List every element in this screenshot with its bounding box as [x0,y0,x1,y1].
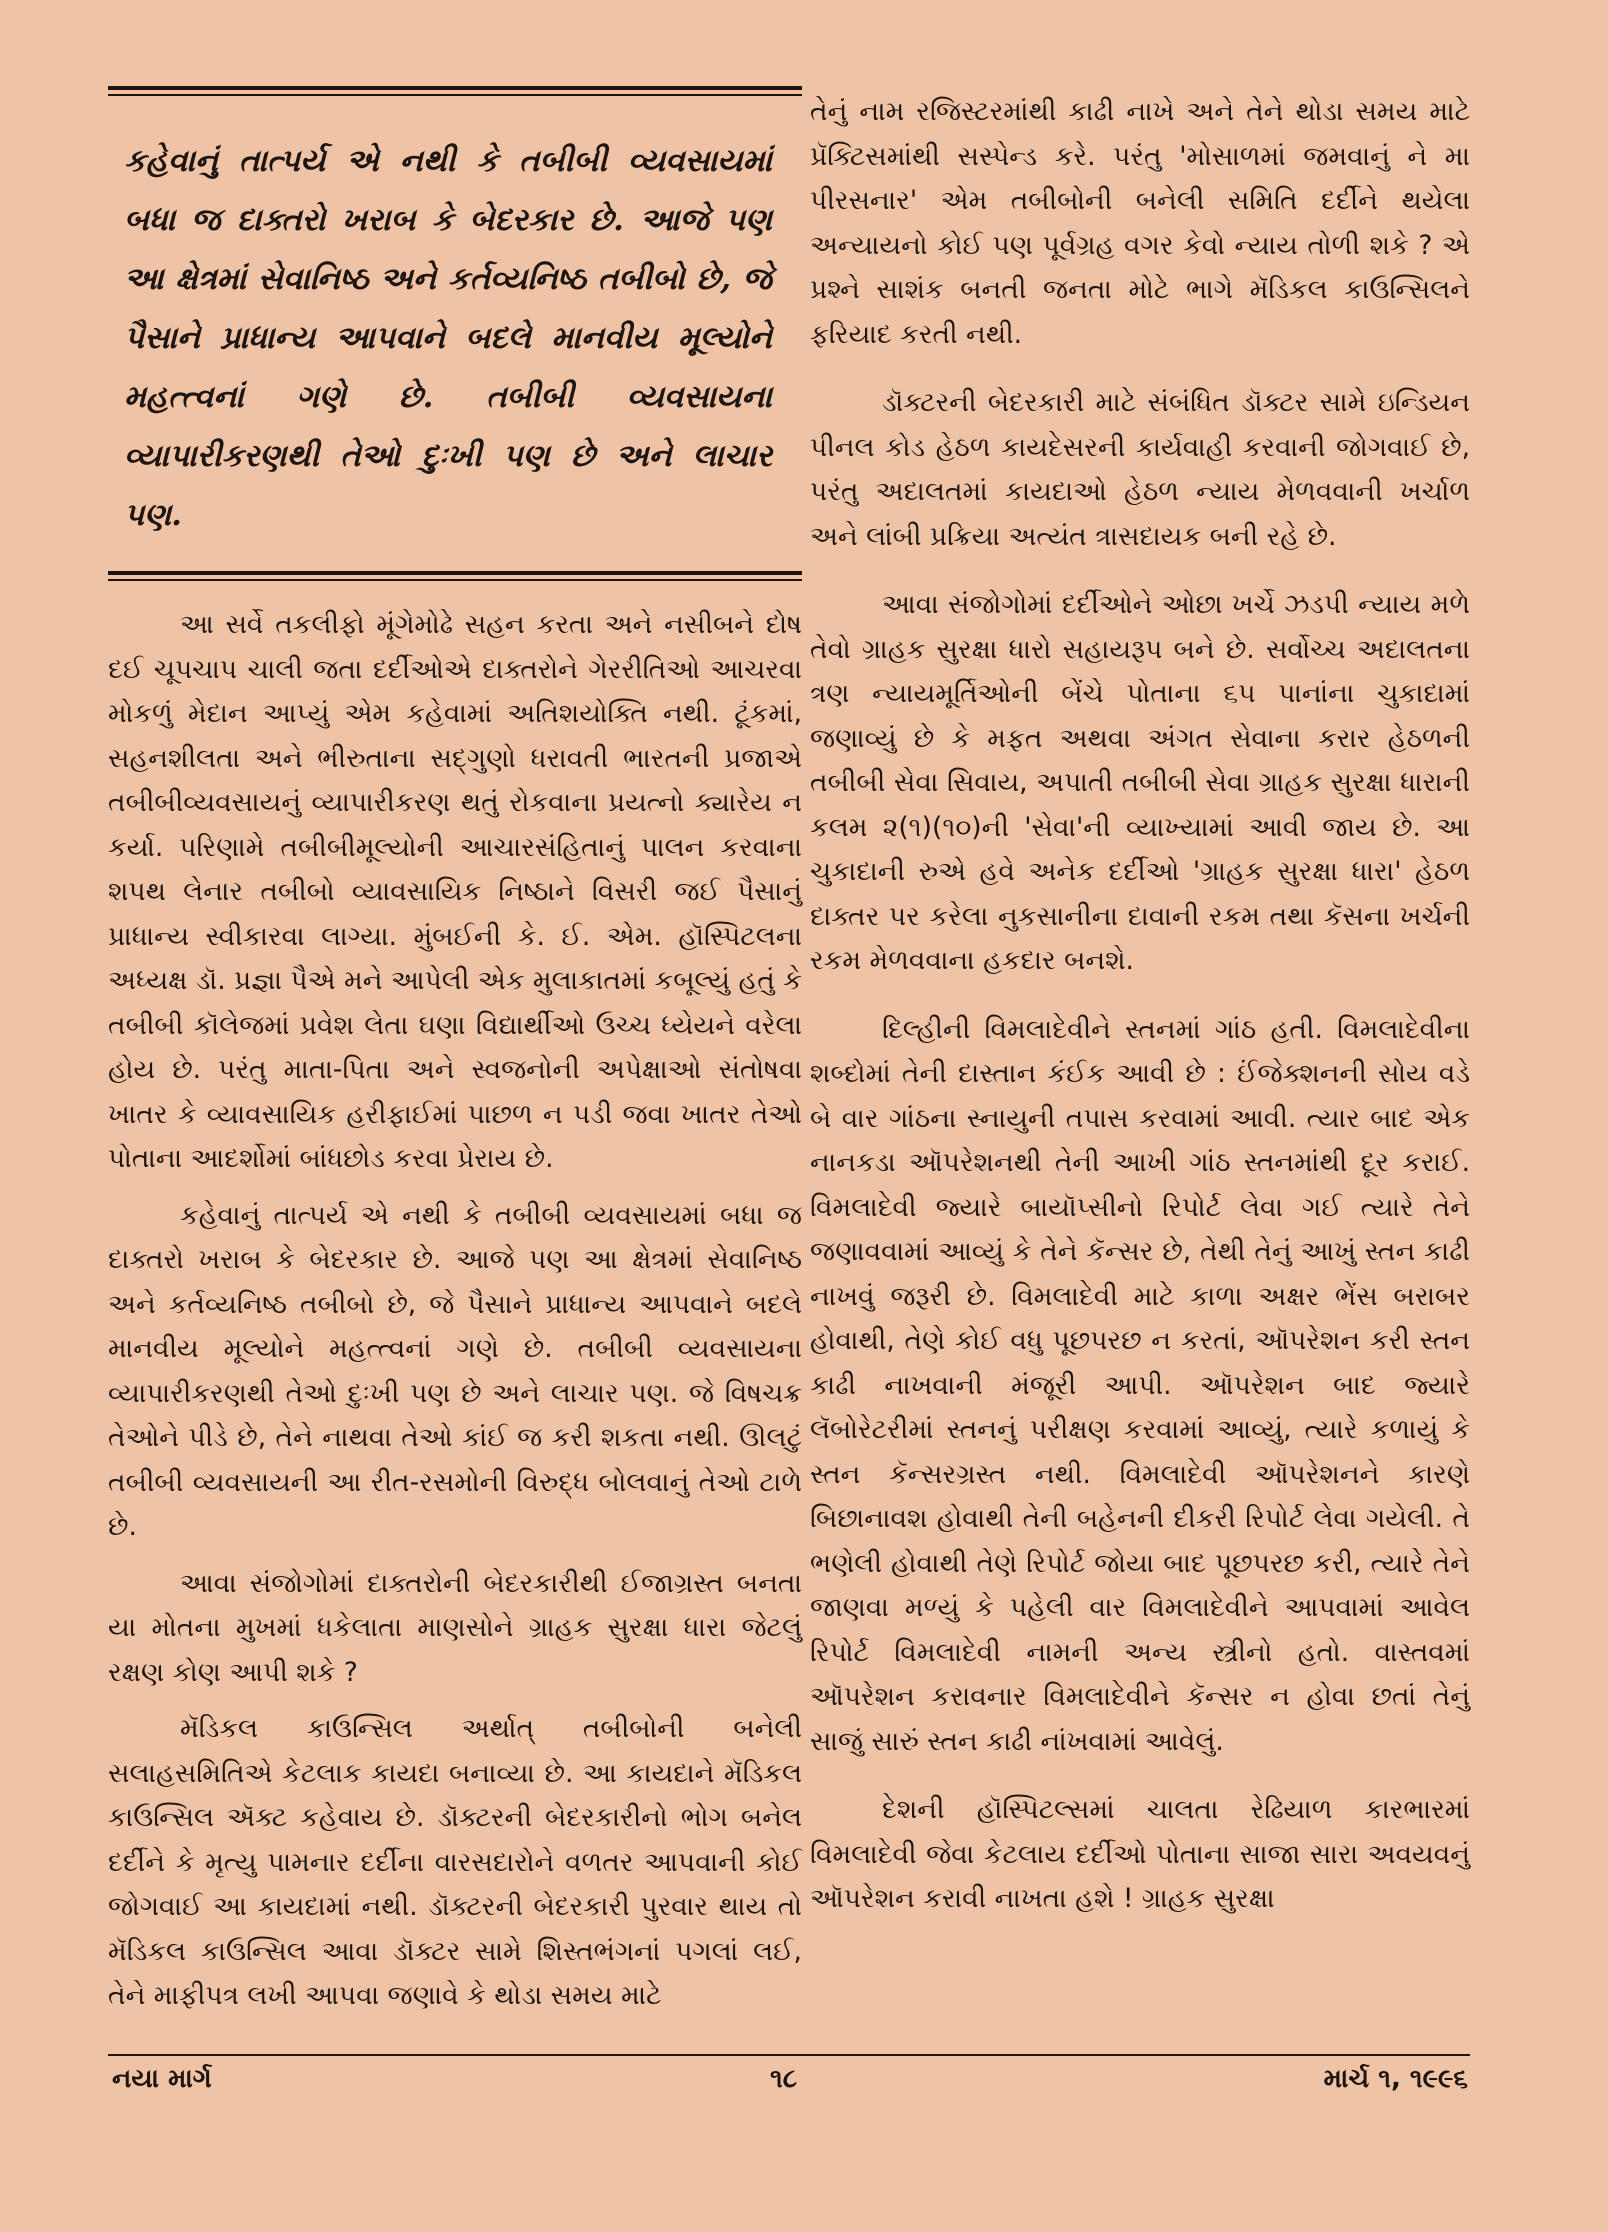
left-paragraph-1: આ સર્વે તકલીફો મૂંગેમોઢે સહન કરતા અને નસીબને દોષ દઈ ચૂપચાપ ચાલી જતા દર્દીઓએ દાક્તરોને ગેરરીતિઓ આચરવા મોકળું મેદાન આપ્યું એમ કહેવામાં અતિશયોક્તિ નથી. ટૂંકમાં, સહનશીલતા અને ભીરુતાના સદ્‌ગુણો ધરાવતી ભારતની પ્રજાએ તબીબીવ્યવસાયનું વ્યાપારીકરણ થતું રોકવાના પ્રયત્નો ક્યારેય ન કર્યા. પરિણામે તબીબીમૂલ્યોની આચારસંહિતાનું પાલન કરવાના શપથ લેનાર તબીબો વ્યાવસાયિક નિષ્ઠાને વિસરી જઈ પૈસાનું પ્રાધાન્ય સ્વીકારવા લાગ્યા. મુંબઈની કે. ઈ. એમ. હૉસ્પિટલના અધ્યક્ષ ડૉ. પ્રજ્ઞા પૈએ મને આપેલી એક મુલાકાતમાં કબૂલ્યું હતું કે તબીબી કૉલેજમાં પ્રવેશ લેતા ઘણા વિદ્યાર્થીઓ ઉચ્ચ ધ્યેયને વરેલા હોય છે. પરંતુ માતા-પિતા અને સ્વજનોની અપેક્ષાઓ સંતોષવા ખાતર કે વ્યાવસાયિક હરીફાઈમાં પાછળ ન પડી જવા ખાતર તેઓ પોતાના આદર્શોમાં બાંધછોડ કરવા પ્રેરાય છે. [108,609,802,1174]
right-paragraph-2: ડૉક્ટરની બેદરકારી માટે સંબંધિત ડૉક્ટર સામે ઇન્ડિયન પીનલ કોડ હેઠળ કાયદેસરની કાર્યવાહી કરવાની જોગવાઈ છે, પરંતુ અદાલતમાં કાયદાઓ હેઠળ ન્યાય મેળવવાની ખર્ચાળ અને લાંબી પ્રક્રિયા અત્યંત ત્રાસદાયક બની રહે છે. [810,387,1470,552]
pullquote-bottom-rule [108,571,802,581]
right-column [810,90,1470,1922]
left-paragraph-2: કહેવાનું તાત્પર્ય એ નથી કે તબીબી વ્યવસાયમાં બધા જ દાક્તરો ખરાબ કે બેદરકાર છે. આજે પણ આ ક્ષેત્રમાં સેવાનિષ્ઠ અને કર્તવ્યનિષ્ઠ તબીબો છે, જે પૈસાને પ્રાધાન્ય આપવાને બદલે માનવીય મૂલ્યોને મહત્ત્વનાં ગણે છે. તબીબી વ્યવસાયના વ્યાપારીકરણથી તેઓ દુઃખી પણ છે અને લાચાર પણ. જે વિષચક્ર તેઓને પીડે છે, તેને નાથવા તેઓ કાંઈ જ કરી શકતા નથી. ઊલટું તબીબી વ્યવસાયની આ રીત-રસમોની વિરુદ્ધ બોલવાનું તેઓ ટાળે છે. [108,1199,802,1542]
pullquote-top-rule [108,86,802,96]
right-paragraph-3: આવા સંજોગોમાં દર્દીઓને ઓછા ખર્ચે ઝડપી ન્યાય મળે તેવો ગ્રાહક સુરક્ષા ધારો સહાયરૂપ બને છે. સર્વોચ્ચ અદાલતના ત્રણ ન્યાયમૂર્તિઓની બેંચે પોતાના ૬૫ પાનાંના ચુકાદામાં જણાવ્યું છે કે મફત અથવા અંગત સેવાના કરાર હેઠળની તબીબી સેવા સિવાય, અપાતી તબીબી સેવા ગ્રાહક સુરક્ષા ધારાની કલમ ૨(૧)(૧૦)ની 'સેવા'ની વ્યાખ્યામાં આવી જાય છે. આ ચુકાદાની રુએ હવે અનેક દર્દીઓ 'ગ્રાહક સુરક્ષા ધારા' હેઠળ દાક્તર પર કરેલા નુકસાનીના દાવાની રકમ તથા કૅસના ખર્ચની રકમ મેળવવાના હકદાર બનશે. [810,589,1470,976]
left-paragraph-3: આવા સંજોગોમાં દાક્તરોની બેદરકારીથી ઈજાગ્રસ્ત બનતા યા મોતના મુખમાં ધકેલાતા માણસોને ગ્રાહક સુરક્ષા ધારા જેટલું રક્ષણ કોણ આપી શકે ? [108,1567,802,1688]
left-paragraph-4: મૅડિકલ કાઉન્સિલ અર્થાત્ તબીબોની બનેલી સલાહસમિતિએ કેટલાક કાયદા બનાવ્યા છે. આ કાયદાને મૅડિકલ કાઉન્સિલ ઍક્ટ કહેવાય છે. ડૉક્ટરની બેદરકારીનો ભોગ બનેલ દર્દીને કે મૃત્યુ પામનાર દર્દીના વારસદારોને વળતર આપવાની કોઈ જોગવાઈ આ કાયદામાં નથી. ડૉક્ટરની બેદરકારી પુરવાર થાય તો મૅડિકલ કાઉન્સિલ આવા ડૉક્ટર સામે શિસ્તભંગનાં પગલાં લઈ, તેને માફીપત્ર લખી આપવા જણાવે કે થોડા સમય માટે [108,1713,802,2011]
right-paragraph-1: તેનું નામ રજિસ્ટરમાંથી કાઢી નાખે અને તેને થોડા સમય માટે પ્રૅક્ટિસમાંથી સસ્પેન્ડ કરે. પરંતુ 'મોસાળમાં જમવાનું ને મા પીરસનાર' એમ તબીબોની બનેલી સમિતિ દર્દીને થયેલા અન્યાયનો કોઈ પણ પૂર્વગ્રહ વગર કેવો ન્યાય તોળી શકે ? એ પ્રશ્ને સાશંક બનતી જનતા મોટે ભાગે મૅડિકલ કાઉન્સિલને ફરિયાદ કરતી નથી. [810,96,1470,350]
footer-date: માર્ચ ૧, ૧૯૯૬ [1323,2064,1468,2094]
footer-page-number: ૧૮ [770,2064,798,2094]
right-paragraph-4: દિલ્હીની વિમલાદેવીને સ્તનમાં ગાંઠ હતી. વિમલાદેવીના શબ્દોમાં તેની દાસ્તાન કંઈક આવી છે : ઈંજેક્શનની સોય વડે બે વાર ગાંઠના સ્નાયુની તપાસ કરવામાં આવી. ત્યાર બાદ એક નાનકડા ઑપરેશનથી તેની આખી ગાંઠ સ્તનમાંથી દૂર કરાઈ. વિમલાદેવી જ્યારે બાયૉપ્સીનો રિપોર્ટ લેવા ગઈ ત્યારે તેને જણાવવામાં આવ્યું કે તેને કૅન્સર છે, તેથી તેનું આખું સ્તન કાઢી નાખવું જરૂરી છે. વિમલાદેવી માટે કાળા અક્ષર ભેંસ બરાબર હોવાથી, તેણે કોઈ વધુ પૂછપરછ ન કરતાં, ઑપરેશન કરી સ્તન કાઢી નાખવાની મંજૂરી આપી. ઑપરેશન બાદ જ્યારે લૅબોરેટરીમાં સ્તનનું પરીક્ષણ કરવામાં આવ્યું, ત્યારે કળાયું કે સ્તન કૅન્સરગ્રસ્ત નથી. વિમલાદેવી ઑપરેશનને કારણે બિછાનાવશ હોવાથી તેની બહેનની દીકરી રિપોર્ટ લેવા ગયેલી. તે ભણેલી હોવાથી તેણે રિપોર્ટ જોયા બાદ પૂછપરછ કરી, ત્યારે તેને જાણવા મળ્યું કે પહેલી વાર વિમલાદેવીને આપવામાં આવેલ રિપોર્ટ વિમલાદેવી નામની અન્ય સ્ત્રીનો હતો. વાસ્તવમાં ઑપરેશન કરાવનાર વિમલાદેવીને કૅન્સર ન હોવા છતાં તેનું સાજું સારું સ્તન કાઢી નાંખવામાં આવેલું. [810,1013,1470,1757]
footer-publication: નયા માર્ગ [112,2064,212,2094]
pullquote: કહેવાનું તાત્પર્ય એ નથી કે તબીબી વ્યવસાયમાં બધા જ દાક્તરો ખરાબ કે બેદરકાર છે. આજે પણ આ ક્ષેત્રમાં સેવાનિષ્ઠ અને કર્તવ્યનિષ્ઠ તબીબો છે, જે પૈસાને પ્રાધાન્ય આપવાને બદલે માનવીય મૂલ્યોને મહત્ત્વનાં ગણે છે. તબીબી વ્યવસાયના વ્યાપારીકરણથી તેઓ દુઃખી પણ છે અને લાચાર પણ. [124,143,772,533]
right-paragraph-5: દેશની હૉસ્પિટલ્સમાં ચાલતા રેઢિયાળ કારભારમાં વિમલાદેવી જેવા કેટલાય દર્દીઓ પોતાના સાજા સારા અવયવનું ઑપરેશન કરાવી નાખતા હશે ! ગ્રાહક સુરક્ષા [810,1794,1470,1914]
left-column [108,86,802,2019]
footer-rule [108,2054,1470,2056]
